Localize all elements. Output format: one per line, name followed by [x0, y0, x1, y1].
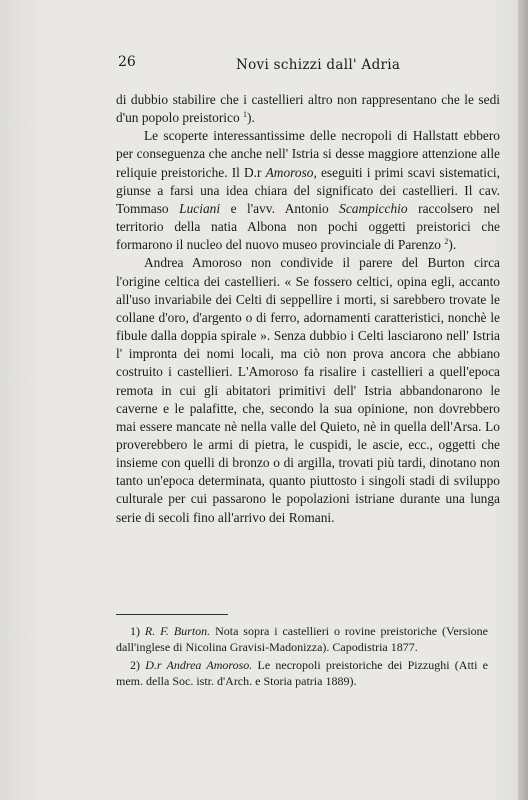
- page-spine-edge: [518, 0, 528, 800]
- page-header: [118, 54, 498, 74]
- footnote: [116, 658, 488, 689]
- text-run: e l'avv. Antonio: [220, 200, 340, 216]
- italic-name: Luciani: [179, 200, 221, 216]
- paragraph: [116, 254, 500, 526]
- footnotes: [116, 624, 488, 692]
- text-run: 2): [130, 658, 146, 672]
- paragraph: [116, 127, 500, 254]
- text-run: Le necropoli preistoriche dei Pizzughi (Atti e mem. della Soc. istr. d'Arch. e Storia patria 1889).: [116, 658, 488, 688]
- italic-name: Scampicchio: [339, 200, 408, 216]
- text-run: di dubbio stabilire che i castellieri altro non rappresentano che le sedi d'un popolo preistorico: [116, 92, 500, 126]
- text-run: 1): [130, 624, 145, 638]
- italic-name: D.r Andrea Amoroso.: [145, 658, 253, 672]
- text-run: eseguiti i primi scavi sistematici, giunse a farsi una idea chiara del significato dei castellieri. Il cav. Tommaso: [116, 164, 500, 216]
- footnote-separator: [116, 614, 228, 615]
- footnote-ref: 1: [243, 110, 248, 120]
- italic-name: Amoroso,: [265, 164, 317, 180]
- text-run: Andrea Amoroso non condivide il parere del Burton circa l'origine celtica dei castellieri. « Se fossero celtici, opina egli, accanto all'uso invariabile dei Celti di seppellire i morti, si sarebbero trovate le collane d'oro, d'argento o di ferro, adornamenti caratteristici, nonchè le fibule dalla doppia spirale ». Senza dubbio i Celti lasciarono nell' Istria l' impronta dei nomi locali, ma ciò non prova ancora che abbiano costruito i castellieri. L'Amoroso fa risalire i castellieri a quell'epoca remota in cui gli abitatori primitivi dell' Istria abbandonarono le caverne e le palafitte, che, secondo la sua opinione, non dovrebbero mai essere mancate nè nella valle del Quieto, nè in quella dell'Arsa. Lo proverebbero le armi di pietra, le cuspidi, le ascie, ecc., oggetti che insieme con quelli di bronzo o di argilla, trovati più tardi, dinotano non tanto un'epoca determinata, quanto piuttosto i singoli stadi di sviluppo culturale per cui passarono le popolazioni istriane durante una lunga serie di secoli fino all'arrivo dei Romani.: [116, 255, 500, 525]
- text-run: ).: [448, 237, 457, 253]
- text-run: ).: [247, 110, 255, 126]
- footnote: [116, 624, 488, 655]
- text-run: Le scoperte interessantissime delle necropoli di Hallstatt ebbero per conseguenza che anche nell' Istria si desse maggiore attenzione alle reliquie preistoriche. Il D.r: [116, 128, 500, 180]
- footnote-ref: 2: [444, 237, 449, 247]
- page-number: 26: [118, 54, 136, 70]
- body-text: [116, 91, 500, 527]
- paragraph: [116, 91, 500, 127]
- text-run: Nota sopra i castellieri o rovine preistoriche (Versione dall'inglese di Nicolina Gravisi-Madonizza). Capodistria 1877.: [116, 624, 488, 654]
- italic-name: R. F. Burton.: [144, 624, 211, 638]
- running-head: Novi schizzi dall' Adria: [236, 57, 401, 73]
- text-run: raccolsero nel territorio della natia Albona non pochi oggetti preistorici che formarono il nucleo del nuovo museo provinciale di Parenzo: [116, 200, 500, 253]
